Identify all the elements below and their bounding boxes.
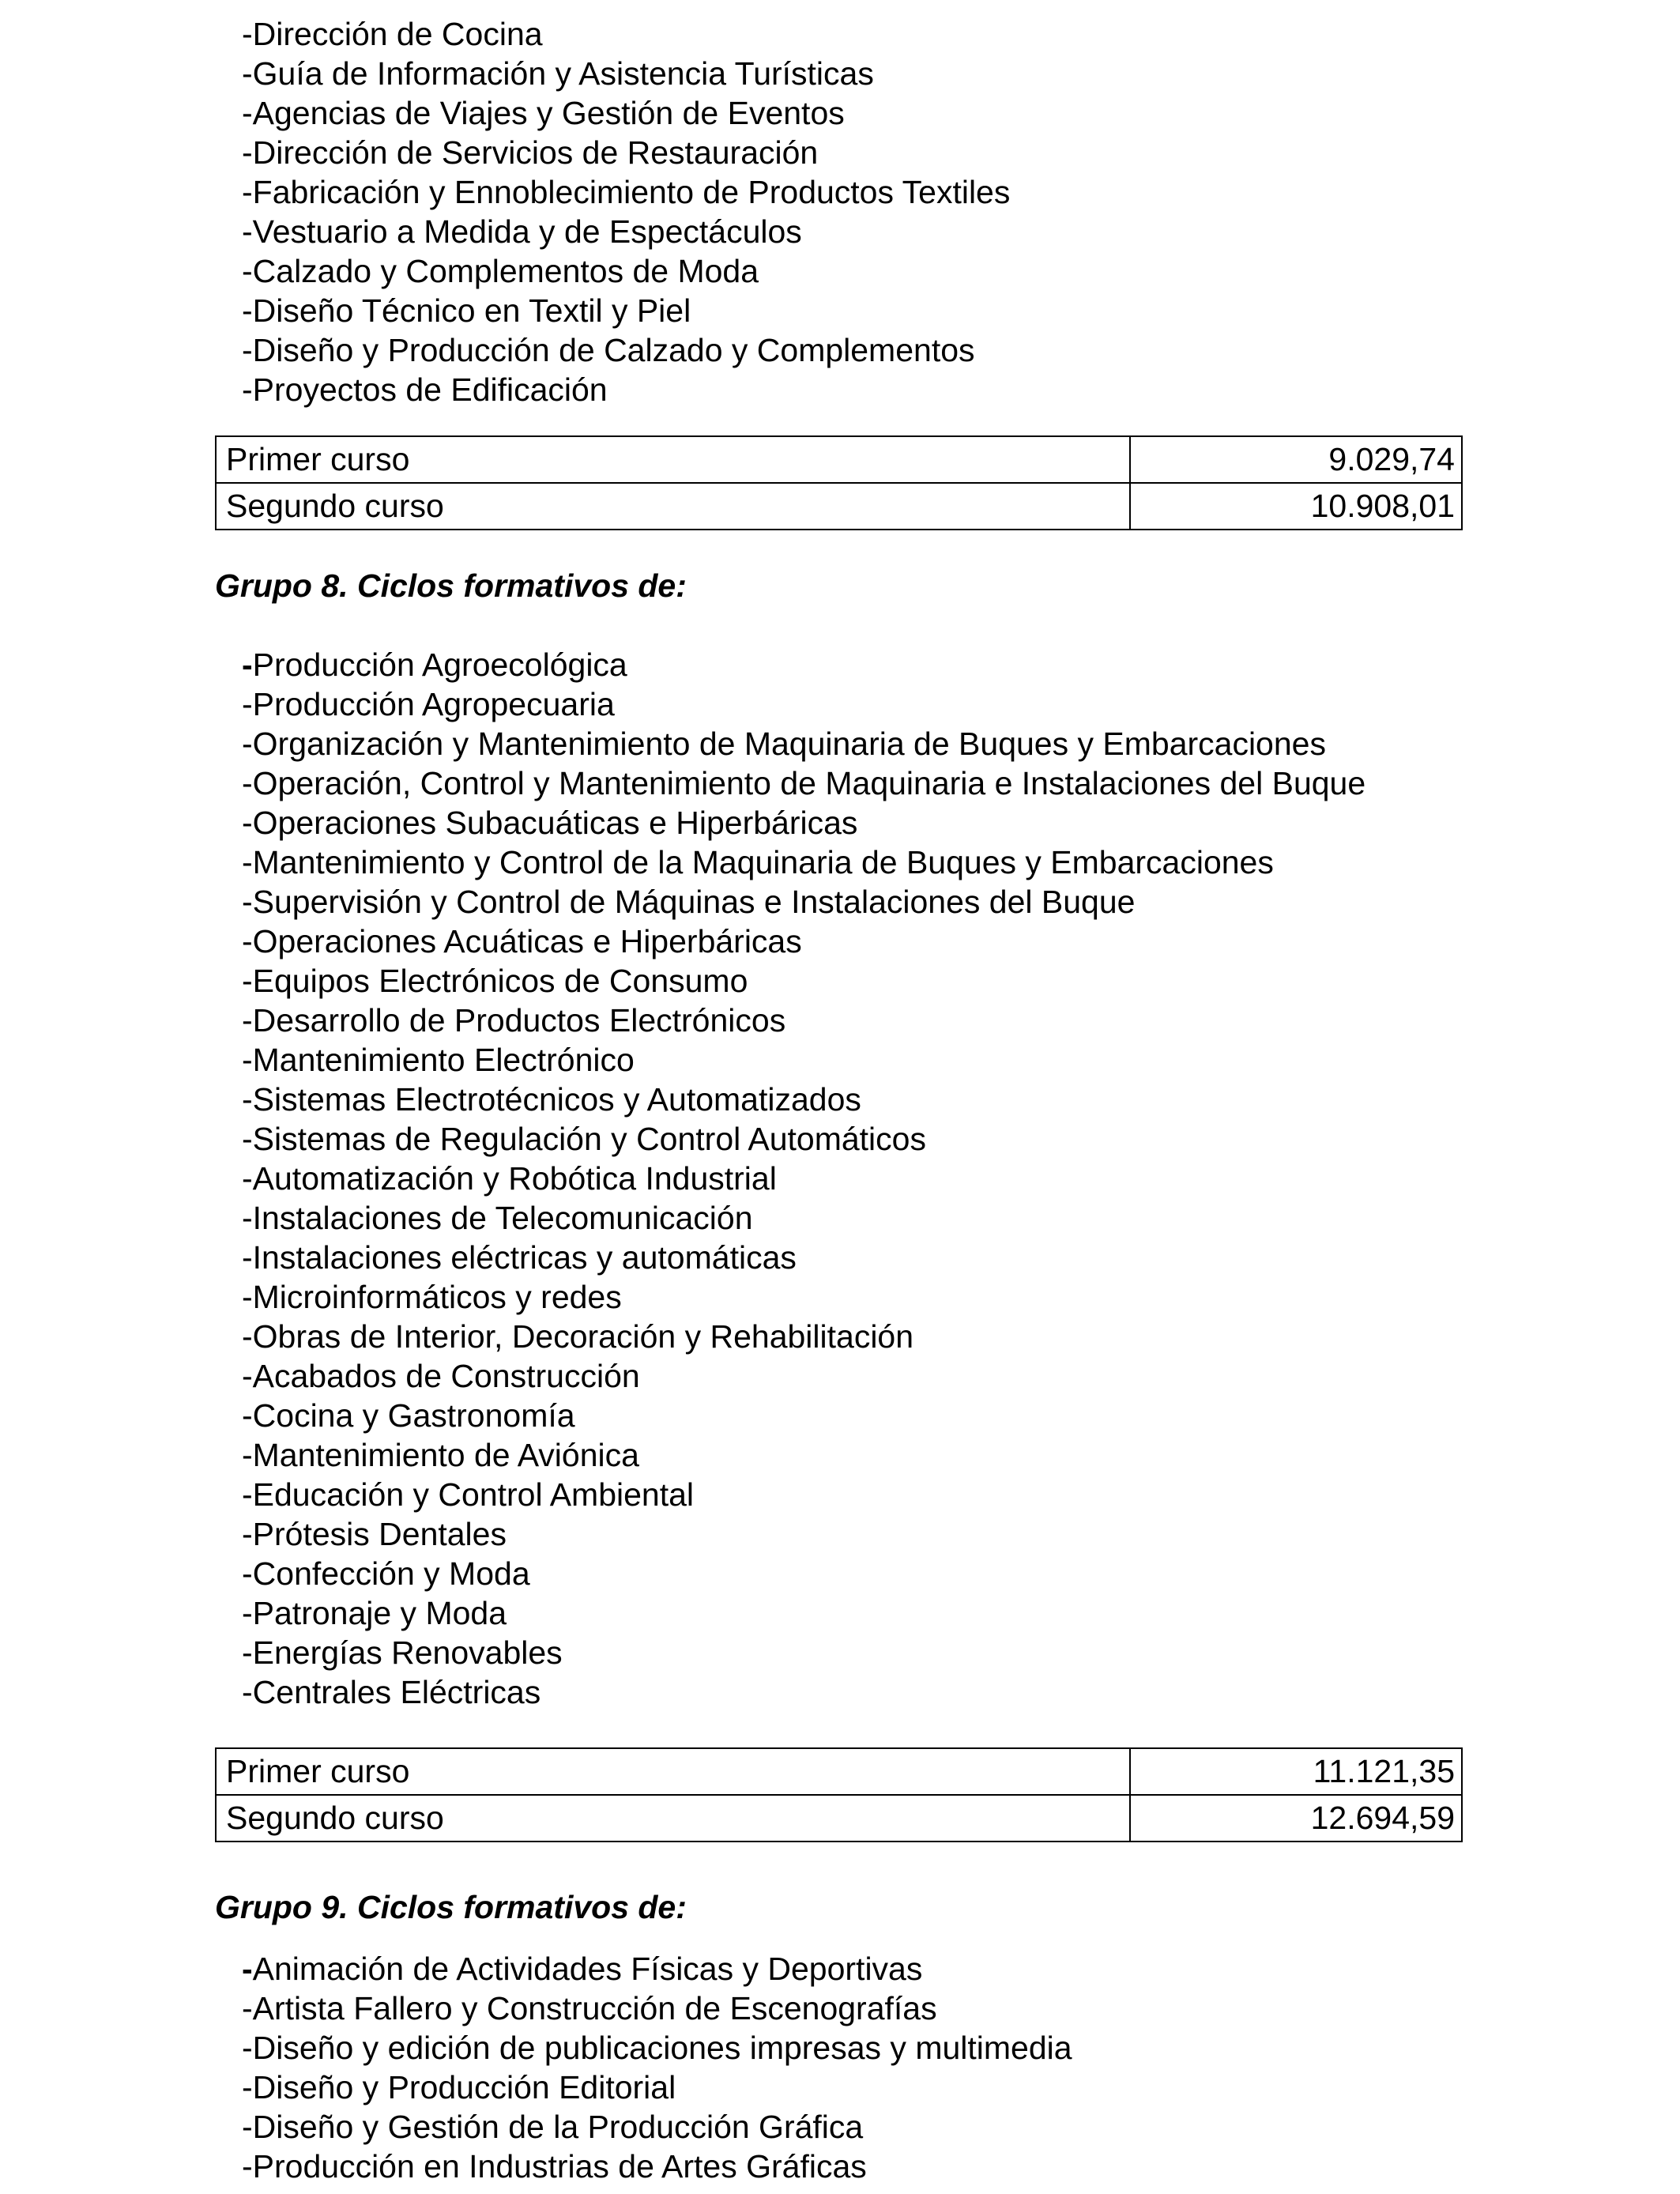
- group9-heading: Grupo 9. Ciclos formativos de:: [215, 1889, 687, 1925]
- list-item: -Desarrollo de Productos Electrónicos: [242, 1002, 786, 1039]
- course-list-group9: [242, 1949, 1072, 2186]
- list-item: -Equipos Electrónicos de Consumo: [242, 963, 748, 999]
- list-item: -Calzado y Complementos de Moda: [242, 253, 759, 289]
- list-item: -Operación, Control y Mantenimiento de Maquinaria e Instalaciones del Buque: [242, 765, 1366, 801]
- list-item: -Automatización y Robótica Industrial: [242, 1160, 777, 1197]
- list-item: -Mantenimiento y Control de la Maquinaria de Buques y Embarcaciones: [242, 844, 1274, 880]
- table-cell-amount: 11.121,35: [1130, 1748, 1462, 1795]
- list-item: -Agencias de Viajes y Gestión de Eventos: [242, 95, 845, 131]
- list-item: -Mantenimiento de Aviónica: [242, 1437, 639, 1473]
- list-item: -Acabados de Construcción: [242, 1358, 640, 1394]
- table-row: [216, 436, 1462, 483]
- list-item: -Dirección de Servicios de Restauración: [242, 134, 819, 171]
- list-item: -Supervisión y Control de Máquinas e Instalaciones del Buque: [242, 884, 1136, 920]
- list-item: -Operaciones Subacuáticas e Hiperbáricas: [242, 805, 858, 841]
- list-item: -Organización y Mantenimiento de Maquinaria de Buques y Embarcaciones: [242, 726, 1326, 762]
- list-item: -Energías Renovables: [242, 1634, 563, 1671]
- list-item: -Diseño y Producción Editorial: [242, 2069, 676, 2105]
- list-item: -Artista Fallero y Construcción de Escenografías: [242, 1990, 937, 2026]
- list-item: -Diseño y Gestión de la Producción Gráfica: [242, 2109, 864, 2145]
- table-cell-label: Segundo curso: [216, 483, 1130, 530]
- table-cell-amount: 9.029,74: [1130, 436, 1462, 483]
- list-item: -Instalaciones eléctricas y automáticas: [242, 1239, 797, 1276]
- list-item: -Prótesis Dentales: [242, 1516, 507, 1552]
- table-row: [216, 1748, 1462, 1795]
- table-cell-label: Segundo curso: [216, 1795, 1130, 1842]
- list-item: -Producción Agroecológica: [242, 647, 627, 683]
- list-item: -Sistemas de Regulación y Control Automáticos: [242, 1121, 926, 1157]
- list-item: -Patronaje y Moda: [242, 1595, 507, 1631]
- fees-table-group7: [215, 435, 1463, 530]
- list-item: -Vestuario a Medida y de Espectáculos: [242, 213, 802, 250]
- list-item: -Fabricación y Ennoblecimiento de Productos Textiles: [242, 174, 1011, 210]
- table-cell-label: Primer curso: [216, 436, 1130, 483]
- group8-heading: Grupo 8. Ciclos formativos de:: [215, 567, 687, 604]
- list-item: -Producción Agropecuaria: [242, 686, 615, 722]
- table-cell-amount: 12.694,59: [1130, 1795, 1462, 1842]
- list-item: -Operaciones Acuáticas e Hiperbáricas: [242, 923, 802, 959]
- table-row: [216, 1795, 1462, 1842]
- list-item: -Mantenimiento Electrónico: [242, 1042, 635, 1078]
- table-cell-label: Primer curso: [216, 1748, 1130, 1795]
- list-item: -Diseño Técnico en Textil y Piel: [242, 292, 691, 329]
- course-list-group8: [242, 645, 1365, 1712]
- list-item: -Diseño y Producción de Calzado y Complementos: [242, 332, 975, 368]
- list-item: -Animación de Actividades Físicas y Deportivas: [242, 1951, 923, 1987]
- list-item: -Confección y Moda: [242, 1555, 530, 1592]
- list-item: -Instalaciones de Telecomunicación: [242, 1200, 753, 1236]
- list-item: -Proyectos de Edificación: [242, 371, 608, 408]
- table-row: [216, 483, 1462, 530]
- list-item: -Dirección de Cocina: [242, 16, 543, 52]
- course-list-group7: [242, 14, 1010, 409]
- list-item: -Sistemas Electrotécnicos y Automatizados: [242, 1081, 861, 1118]
- list-item: -Obras de Interior, Decoración y Rehabilitación: [242, 1318, 914, 1355]
- list-item: -Cocina y Gastronomía: [242, 1397, 575, 1434]
- fees-table-group8: [215, 1747, 1463, 1842]
- table-cell-amount: 10.908,01: [1130, 483, 1462, 530]
- list-item: -Microinformáticos y redes: [242, 1279, 622, 1315]
- list-item: -Diseño y edición de publicaciones impresas y multimedia: [242, 2030, 1072, 2066]
- list-item: -Centrales Eléctricas: [242, 1674, 541, 1710]
- list-item: -Guía de Información y Asistencia Turísticas: [242, 55, 874, 92]
- list-item: -Producción en Industrias de Artes Gráficas: [242, 2148, 867, 2185]
- list-item: -Educación y Control Ambiental: [242, 1476, 695, 1513]
